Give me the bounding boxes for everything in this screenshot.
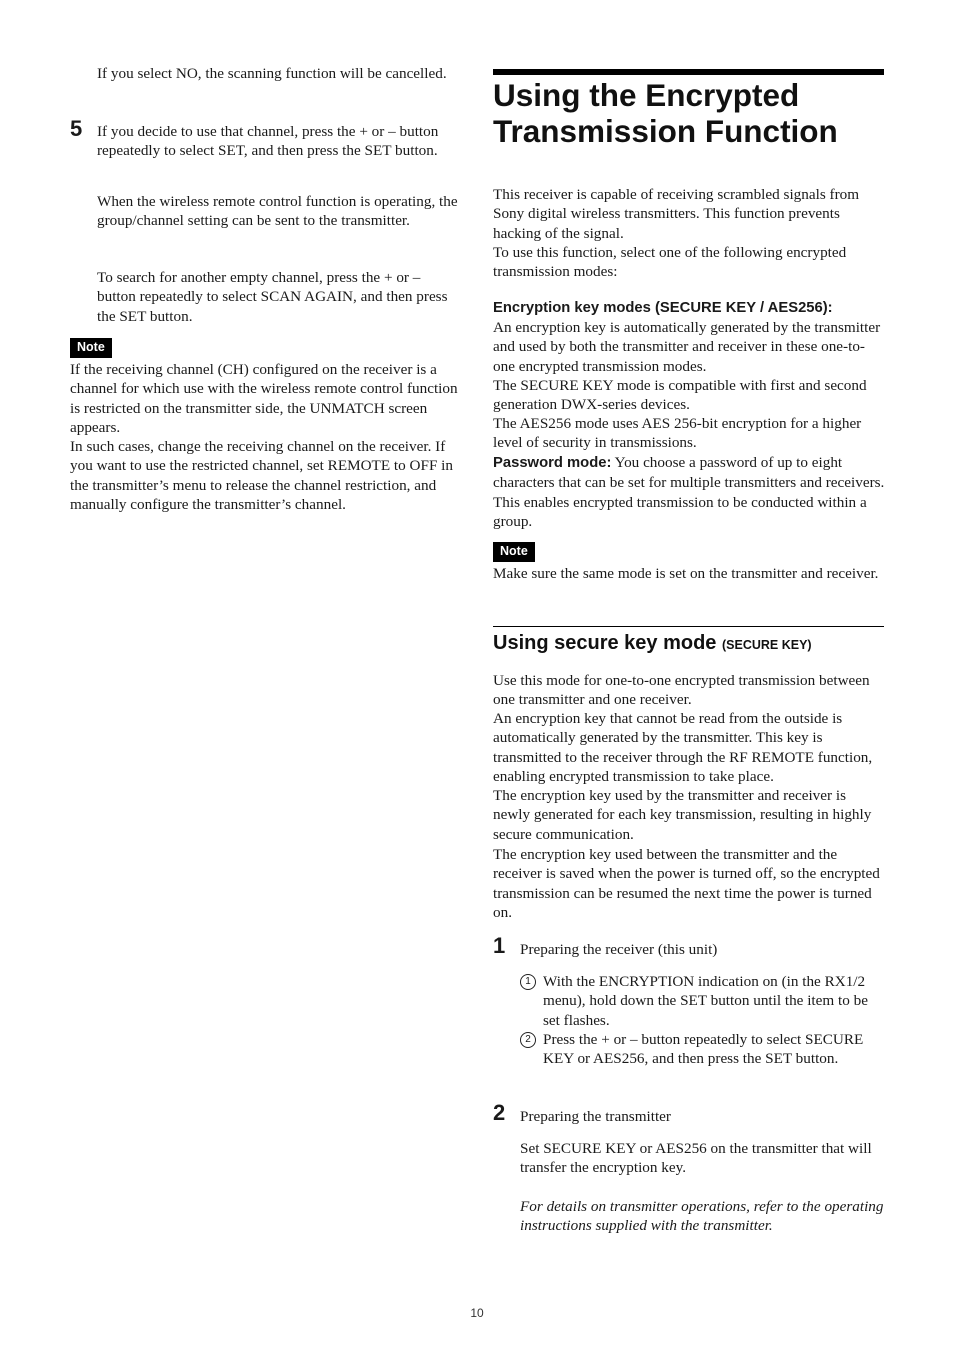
section-heading — [493, 630, 812, 658]
encryption-key-modes-heading: Encryption key modes (SECURE KEY / AES256): — [493, 300, 833, 316]
step-number-2: 2 — [493, 1100, 506, 1125]
substep-2 — [520, 1030, 885, 1069]
step-5-text: If you decide to use that channel, press the + or – button repeatedly to select SET, and then press the SET button. — [97, 123, 439, 160]
section-paragraph-1: Use this mode for one-to-one encrypted transmission between one transmitter and one receiver. — [493, 672, 870, 709]
title-rule — [493, 69, 884, 75]
section-paragraph-3: The encryption key used by the transmitter and receiver is newly generated for each key transmission, resulting in highly secure communication. — [493, 787, 872, 843]
substep-2-text: Press the + or – button repeatedly to select SECURE KEY or AES256, and then press the SET button. — [543, 1031, 864, 1068]
note-paragraph-remote-off: In such cases, change the receiving channel on the receiver. If you want to use the restricted channel, set REMOTE to OFF in the transmitter’s menu to release the channel restriction, and manually configure the transmitter’s channel. — [70, 438, 453, 513]
intro-select-mode: To use this function, select one of the following encrypted transmission modes: — [493, 244, 847, 281]
section-heading-text: Using secure key mode — [493, 632, 717, 654]
step-number-1: 1 — [493, 933, 506, 958]
paragraph-search-channel: To search for another empty channel, press the + or – button repeatedly to select SCAN AGAIN, and then press the SET button. — [97, 269, 448, 325]
paragraph-no-cancel: If you select NO, the scanning function will be cancelled. — [97, 65, 447, 82]
aes256-paragraph: The AES256 mode uses AES 256-bit encryption for a higher level of security in transmissions. — [493, 415, 862, 452]
step-2-text: Set SECURE KEY or AES256 on the transmitter that will transfer the encryption key. — [520, 1140, 872, 1177]
substep-1 — [520, 972, 885, 1030]
step-2-italic-note: For details on transmitter operations, refer to the operating instructions supplied with the transmitter. — [520, 1198, 884, 1235]
paragraph-wireless-remote: When the wireless remote control function is operating, the group/channel setting can be sent to the transmitter. — [97, 193, 458, 230]
section-paragraph-4: The encryption key used between the transmitter and the receiver is saved when the power is turned off, so the encrypted transmission can be resumed the next time the power is turned on. — [493, 846, 880, 921]
section-rule — [493, 626, 884, 627]
section-paragraph-2: An encryption key that cannot be read from the outside is automatically generated by the transmitter. This key is transmitted to the receiver through the RF REMOTE function, enabling encrypted transmission to take place. — [493, 710, 873, 785]
circled-number-1: 1 — [520, 974, 536, 990]
page-number: 10 — [470, 1306, 484, 1320]
step-1-title: Preparing the receiver (this unit) — [520, 941, 718, 958]
note-badge: Note — [70, 338, 112, 358]
password-mode-text: You choose a password of up to eight characters that can be set for multiple transmitters and receivers. This enables encrypted transmission to be conducted within a group. — [493, 454, 885, 530]
note-badge-right: Note — [493, 542, 535, 562]
step-2-title: Preparing the transmitter — [520, 1108, 671, 1125]
note-same-mode: Make sure the same mode is set on the transmitter and receiver. — [493, 565, 879, 582]
secure-key-compat-paragraph: The SECURE KEY mode is compatible with first and second generation DWX-series devices. — [493, 377, 867, 414]
substep-1-text: With the ENCRYPTION indication on (in the RX1/2 menu), hold down the SET button until the item to be set flashes. — [543, 973, 868, 1029]
step-number-5: 5 — [70, 116, 83, 141]
page-title: Using the Encrypted Transmission Function — [493, 77, 838, 149]
encryption-key-paragraph: An encryption key is automatically generated by the transmitter and used by both the transmitter and receiver in these one-to-one encrypted transmission modes. — [493, 319, 881, 375]
section-heading-small: (SECURE KEY) — [722, 638, 812, 652]
password-mode-label: Password mode: — [493, 455, 612, 471]
note-paragraph-unmatch: If the receiving channel (CH) configured on the receiver is a channel for which use with the wireless remote control function is restricted on the transmitter side, the UNMATCH screen appears. — [70, 361, 458, 436]
intro-paragraph: This receiver is capable of receiving scrambled signals from Sony digital wireless transmitters. This function prevents hacking of the signal. — [493, 186, 860, 242]
circled-number-2: 2 — [520, 1032, 536, 1048]
password-mode-paragraph — [493, 453, 885, 531]
